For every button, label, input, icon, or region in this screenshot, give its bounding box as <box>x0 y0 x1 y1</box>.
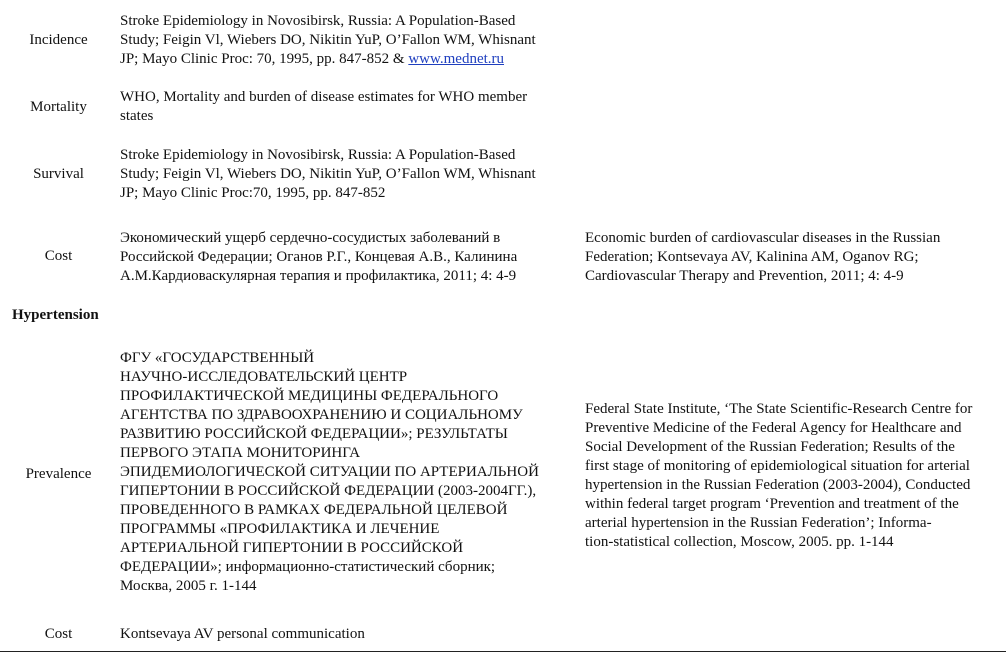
section-heading-hypertension: Hypertension <box>12 307 99 323</box>
row-label-prevalence: Prevalence <box>25 466 92 482</box>
row-label-hypertension-cost: Cost <box>44 626 73 642</box>
cost-source-original: Экономический ущерб сердечно-сосудистых заболеваний в Российской Федерации; Оганов Р.Г., Концевая А.В., Калинина А.М.Кардиоваскулярная терапия и профилактика, 2011; 4: 4-9 <box>120 230 518 284</box>
survival-source: Stroke Epidemiology in Novosibirsk, Russia: A Population-Based Study; Feigin Vl, Wiebers DO, Nikitin YuP, O’Fallon WM, Whisnant JP; Mayo Clinic Proc:70, 1995, pp. 847-852 <box>120 147 536 201</box>
cost-source-translation: Economic burden of cardiovascular diseases in the Russian Federation; Kontsevaya AV, Kalinina AM, Oganov RG; Cardiovascular Therapy and Prevention, 2011; 4: 4-9 <box>585 230 941 284</box>
row-label-mortality: Mortality <box>30 99 87 115</box>
mednet-link[interactable]: www.mednet.ru <box>408 51 505 67</box>
row-label-survival: Survival <box>33 166 84 182</box>
table-bottom-rule <box>0 651 1006 652</box>
incidence-source-text: Stroke Epidemiology in Novosibirsk, Russia: A Population-Based Study; Feigin Vl, Wiebers DO, Nikitin YuP, O’Fallon WM, Whisnant JP; Mayo Clinic Proc: 70, 1995, pp. 847-852 & <box>120 13 536 67</box>
incidence-source <box>120 12 576 69</box>
prevalence-source-translation: Federal State Institute, ‘The State Scientific-Research Centre for Preventive Medicine of the Federal Agency for Healthcare and Social Development of the Russian Federation; Results of the first stage of monitoring of epidemiological situation for arterial hypertension in the Russian Federation (2003-2004), Conducted within federal target program ‘Prevention and treatment of the arterial hypertension in the Russian Federation’; Informa- tion-statistical collection, Moscow, 2005. pp. 1-144 <box>585 401 973 550</box>
hypertension-cost-source: Kontsevaya AV personal communication <box>120 626 365 642</box>
row-label-cost: Cost <box>44 248 73 264</box>
row-label-incidence: Incidence <box>29 32 88 48</box>
prevalence-source-original: ФГУ «ГОСУДАРСТВЕННЫЙ НАУЧНО-ИССЛЕДОВАТЕЛЬСКИЙ ЦЕНТР ПРОФИЛАКТИЧЕСКОЙ МЕДИЦИНЫ ФЕДЕРАЛЬНОГО АГЕНТСТВА ПО ЗДРАВООХРАНЕНИЮ И СОЦИАЛЬНОМУ РАЗВИТИЮ РОССИЙСКОЙ ФЕДЕРАЦИИ»; РЕЗУЛЬТАТЫ ПЕРВОГО ЭТАПА МОНИТОРИНГА ЭПИДЕМИОЛОГИЧЕСКОЙ СИТУАЦИИ ПО АРТЕРИАЛЬНОЙ ГИПЕРТОНИИ В РОССИЙСКОЙ ФЕДЕРАЦИИ (2003-2004ГГ.), ПРОВЕДЕННОГО В РАМКАХ ФЕДЕРАЛЬНОЙ ЦЕЛЕВОЙ ПРОГРАММЫ «ПРОФИЛАКТИКА И ЛЕЧЕНИЕ АРТЕРИАЛЬНОЙ ГИПЕРТОНИИ В РОССИЙСКОЙ ФЕДЕРАЦИИ»; информационно-статистический сборник; Москва, 2005 г. 1-144 <box>120 350 539 594</box>
mortality-source: WHO, Mortality and burden of disease estimates for WHO member states <box>120 89 528 124</box>
